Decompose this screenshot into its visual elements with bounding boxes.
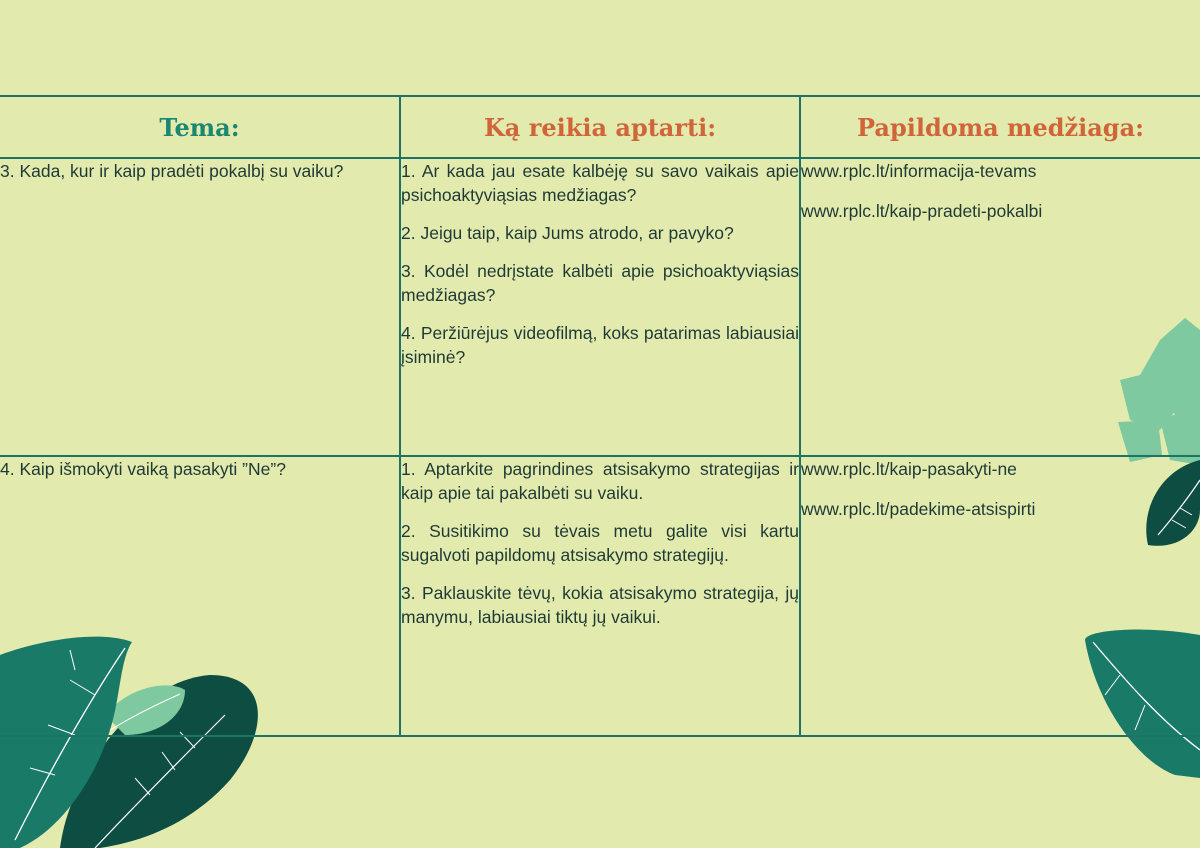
discuss-item: 1. Aptarkite pagrindines atsisakymo strategijas ir kaip apie tai pakalbėti su vaiku. <box>401 459 799 503</box>
material-link[interactable]: www.rplc.lt/kaip-pasakyti-ne <box>801 459 1017 479</box>
materials-cell <box>800 158 1200 456</box>
material-link[interactable]: www.rplc.lt/kaip-pradeti-pokalbi <box>801 201 1043 221</box>
table-row <box>0 158 1200 456</box>
discuss-item: 2. Susitikimo su tėvais metu galite visi kartu sugalvoti papildomų atsisakymo strategijų. <box>401 521 799 565</box>
discuss-item: 3. Paklauskite tėvų, kokia atsisakymo strategija, jų manymu, labiausiai tiktų jų vaikui. <box>401 583 799 627</box>
header-topic: Tema: <box>0 96 400 158</box>
topic-text: 4. Kaip išmokyti vaiką pasakyti ”Ne”? <box>0 459 286 479</box>
header-discuss: Ką reikia aptarti: <box>400 96 800 158</box>
discuss-cell <box>400 456 800 736</box>
discussion-table <box>0 95 1200 737</box>
materials-cell <box>800 456 1200 736</box>
header-materials: Papildoma medžiaga: <box>800 96 1200 158</box>
discuss-item: 3. Kodėl nedrįstate kalbėti apie psichoaktyviąsias medžiagas? <box>401 261 799 305</box>
topic-cell <box>0 456 400 736</box>
material-link[interactable]: www.rplc.lt/informacija-tevams <box>801 161 1037 181</box>
material-link[interactable]: www.rplc.lt/padekime-atsispirti <box>801 499 1036 519</box>
topic-cell <box>0 158 400 456</box>
table-header-row <box>0 96 1200 158</box>
table-row <box>0 456 1200 736</box>
discuss-item: 1. Ar kada jau esate kalbėję su savo vaikais apie psichoaktyviąsias medžiagas? <box>401 161 799 205</box>
discuss-cell <box>400 158 800 456</box>
topic-text: 3. Kada, kur ir kaip pradėti pokalbį su vaiku? <box>0 161 344 181</box>
discuss-item: 4. Peržiūrėjus videofilmą, koks patarimas labiausiai įsiminė? <box>401 323 799 367</box>
discuss-item: 2. Jeigu taip, kaip Jums atrodo, ar pavyko? <box>401 223 734 243</box>
